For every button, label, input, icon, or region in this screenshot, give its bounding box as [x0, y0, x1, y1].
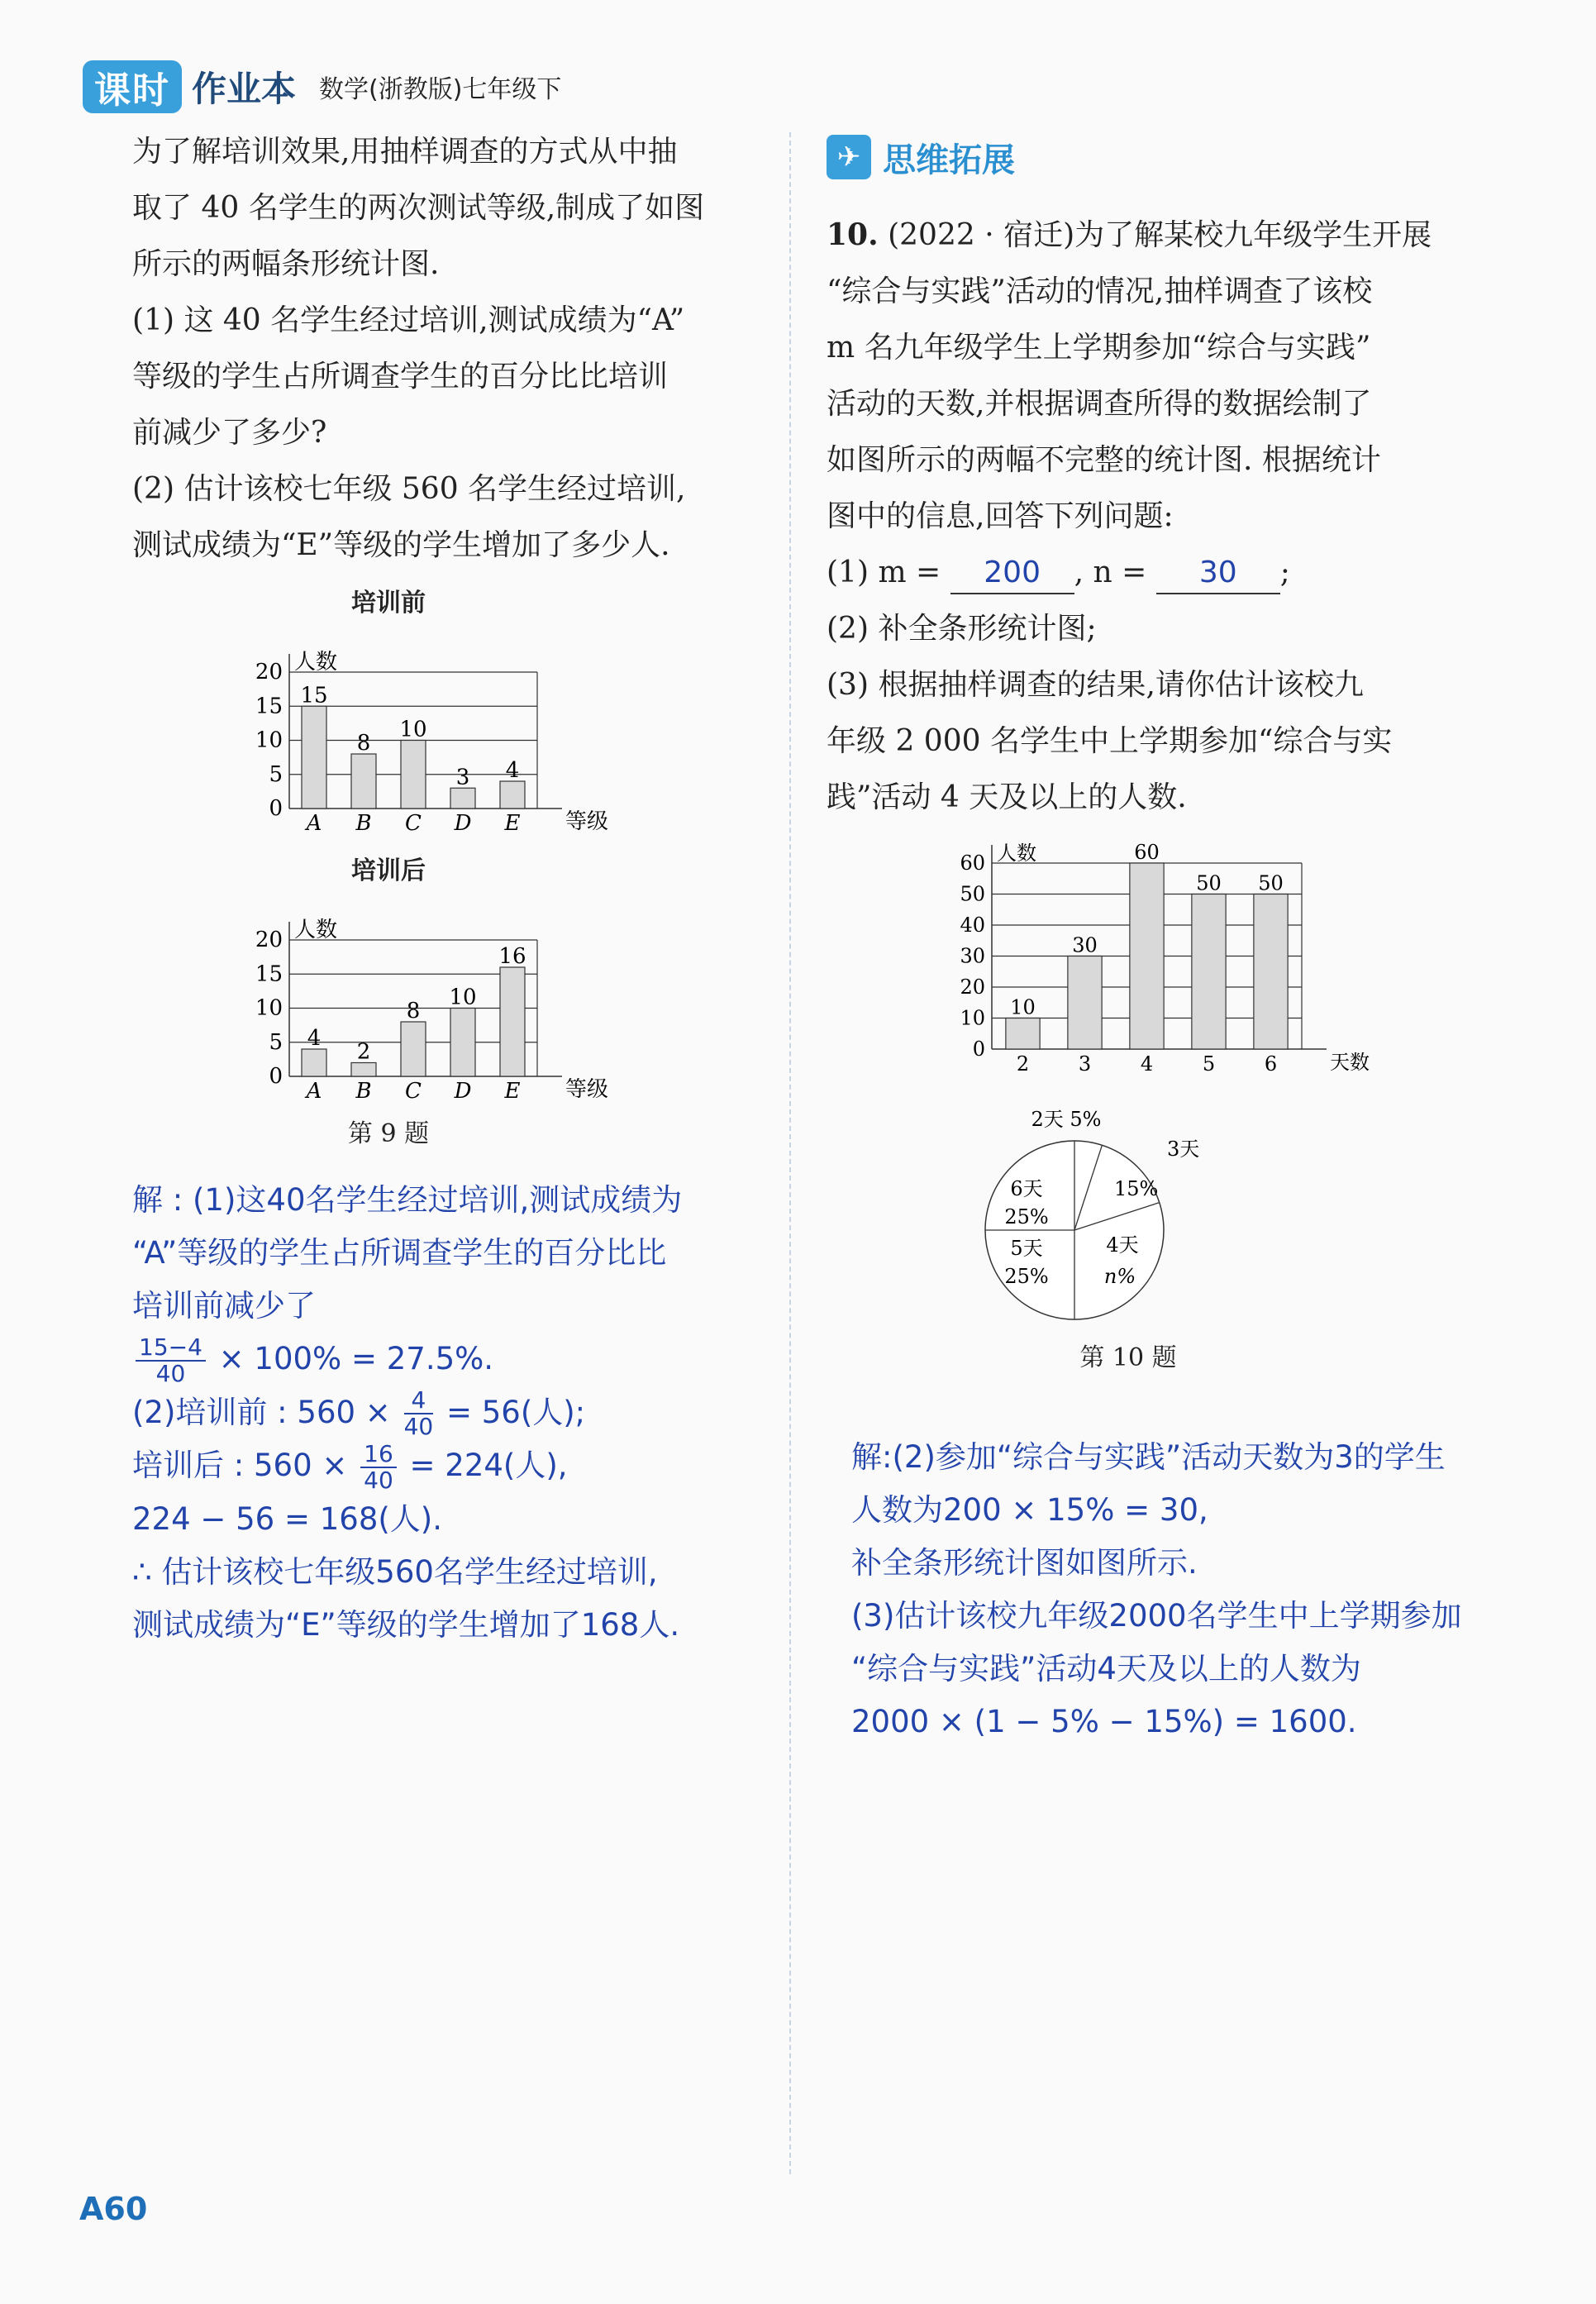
y-tick-label: 40 — [960, 913, 985, 937]
q10-line-6: 图中的信息,回答下列问题: — [827, 499, 1174, 533]
right-column — [827, 132, 1504, 1748]
q9-intro-3: 所示的两幅条形统计图. — [132, 247, 440, 281]
question-number: 10. — [827, 217, 879, 252]
data-label: 4 — [307, 1026, 322, 1051]
data-label: 50 — [1258, 871, 1284, 895]
y-tick-label: 0 — [269, 1064, 283, 1089]
figure-caption-10: 第 10 题 — [1079, 1343, 1177, 1372]
bar — [500, 781, 525, 809]
bar — [1006, 1018, 1040, 1050]
sol9-line-4: $\frac{15-4}{40}$ × 100% = 27.5%. — [132, 1333, 760, 1386]
bar — [302, 706, 326, 809]
slice-value-3-days: 15% — [1114, 1177, 1159, 1200]
sol10-line-3: 补全条形统计图如图所示. — [851, 1545, 1198, 1581]
q10-line-3: m 名九年级学生上学期参加“综合与实践” — [827, 331, 1371, 365]
bar — [351, 754, 376, 809]
q10-part3-2: 年级 2 000 名学生中上学期参加“综合与实 — [827, 724, 1393, 758]
y-tick-label: 10 — [255, 995, 283, 1021]
data-label: 10 — [1010, 995, 1036, 1019]
bar — [1130, 863, 1164, 1049]
q9-part1-2: 等级的学生占所调查学生的百分比比培训 — [132, 360, 669, 394]
x-axis-label: 等级 — [565, 809, 609, 834]
sol9-line-6: 培训后 : 560 × $\frac{16}{40}$ = 224(人), — [132, 1439, 568, 1494]
fraction: $\frac{16}{40}$ — [360, 1442, 397, 1493]
y-tick-label: 15 — [255, 961, 283, 987]
y-tick-label: 5 — [269, 761, 283, 787]
sol10-line-4: (3)估计该校九年级2000名学生中上学期参加 — [851, 1598, 1462, 1634]
answer-blank-m: 200 — [950, 553, 1074, 594]
bar — [450, 788, 475, 809]
q10-part3-1: (3) 根据抽样调查的结果,请你估计该校九 — [827, 668, 1364, 702]
x-tick-label: 3 — [1078, 1052, 1092, 1076]
section-title: 思维拓展 — [883, 141, 1015, 179]
y-tick-label: 50 — [960, 882, 985, 906]
bar — [450, 1009, 475, 1077]
q10-part1: (1) m = 200 , n = 30 ; — [827, 545, 1504, 601]
q9-figure — [240, 582, 760, 1149]
x-tick-label: B — [355, 1079, 372, 1104]
sol10-line-5: “综合与实践”活动4天及以上的人数为 — [851, 1651, 1361, 1686]
column-divider — [789, 132, 791, 2174]
data-label: 60 — [1134, 842, 1160, 864]
data-label: 30 — [1072, 933, 1098, 957]
bar — [1254, 894, 1288, 1050]
y-tick-label: 60 — [960, 851, 985, 875]
data-label: 15 — [300, 683, 328, 708]
x-axis-label: 等级 — [565, 1077, 609, 1102]
q10-part2: (2) 补全条形统计图; — [827, 612, 1097, 646]
x-tick-label: E — [504, 1079, 521, 1104]
sol9-line-3: 培训前减少了 — [132, 1288, 316, 1324]
x-tick-label: D — [454, 1079, 472, 1104]
data-label: 3 — [455, 765, 470, 790]
y-tick-label: 20 — [255, 660, 283, 685]
slice-value-4-days: n% — [1103, 1265, 1136, 1288]
data-label: 16 — [498, 944, 526, 969]
bar-chart-days — [942, 842, 1405, 1090]
x-tick-label: A — [306, 811, 322, 836]
x-tick-label: 2 — [1016, 1052, 1030, 1076]
sol9-line-8: ∴ 估计该校七年级560名学生经过培训, — [132, 1553, 658, 1590]
q9-part2-1: (2) 估计该校七年级 560 名学生经过培训, — [132, 472, 686, 506]
fraction: $\frac{15-4}{40}$ — [136, 1335, 206, 1386]
sol10-line-2: 人数为200 × 15% = 30, — [851, 1492, 1208, 1528]
x-tick-label: C — [405, 811, 422, 836]
sol10-line-1: 解:(2)参加“综合与实践”活动天数为3的学生 — [851, 1439, 1446, 1475]
slice-label-6-days: 6天 — [1010, 1177, 1043, 1200]
x-tick-label: B — [355, 811, 372, 836]
data-label: 8 — [406, 999, 421, 1023]
y-tick-label: 20 — [255, 928, 283, 952]
paper-plane-icon: ✈ — [827, 135, 871, 179]
y-axis-label: 人数 — [294, 918, 338, 942]
bar-chart-before-training — [240, 618, 620, 842]
subject-title: 数学(浙教版)七年级下 — [319, 75, 562, 104]
x-tick-label: D — [454, 811, 472, 836]
page-header — [83, 58, 561, 116]
q10-line-1: 10. (2022 · 宿迁)为了解某校九年级学生开展 — [827, 217, 1432, 252]
bar-chart-after-training — [240, 886, 620, 1109]
q10-figure — [942, 842, 1504, 1373]
bar — [1192, 894, 1226, 1050]
sol9-line-2: “A”等级的学生占所调查学生的百分比比 — [132, 1235, 667, 1271]
y-tick-label: 15 — [255, 694, 283, 719]
x-tick-label: E — [504, 811, 521, 836]
bar — [1068, 956, 1102, 1050]
y-tick-label: 5 — [269, 1029, 283, 1055]
brand-logo: 课时 — [83, 60, 182, 113]
sol9-line-9: 测试成绩为“E”等级的学生增加了168人. — [132, 1606, 680, 1643]
chart-title-after: 培训后 — [351, 856, 426, 885]
x-tick-label: 4 — [1140, 1052, 1154, 1076]
section-header — [827, 132, 1504, 182]
bar — [500, 967, 525, 1076]
y-tick-label: 20 — [960, 976, 985, 999]
x-tick-label: 5 — [1202, 1052, 1216, 1076]
data-label: 2 — [356, 1039, 371, 1065]
q10-solution — [851, 1431, 1504, 1748]
figure-caption-9: 第 9 题 — [347, 1119, 430, 1148]
q10-line-4: 活动的天数,并根据调查所得的数据绘制了 — [827, 387, 1372, 421]
chart-title-before: 培训前 — [351, 589, 426, 618]
bar — [302, 1049, 326, 1076]
q9-intro-2: 取了 40 名学生的两次测试等级,制成了如图 — [132, 191, 705, 225]
q9-solution — [132, 1174, 760, 1652]
x-axis-label: 天数 — [1330, 1051, 1370, 1074]
x-tick-label: A — [306, 1079, 322, 1104]
q10-line-2: “综合与实践”活动的情况,抽样调查了该校 — [827, 274, 1373, 308]
sol9-line-1: 解 : (1)这40名学生经过培训,测试成绩为 — [132, 1182, 683, 1218]
left-column — [132, 124, 760, 1652]
q9-part1-1: (1) 这 40 名学生经过培训,测试成绩为“A” — [132, 303, 685, 337]
slice-value-5-days: 25% — [1004, 1265, 1049, 1288]
y-axis-label: 人数 — [294, 650, 338, 675]
q9-part1-3: 前减少了多少? — [132, 416, 327, 450]
y-tick-label: 30 — [960, 944, 985, 968]
q10-part3-3: 践”活动 4 天及以上的人数. — [827, 780, 1187, 814]
answer-blank-n: 30 — [1156, 553, 1280, 594]
sol9-line-7: 224 − 56 = 168(人). — [132, 1500, 443, 1537]
brand-name: 作业本 — [192, 69, 297, 109]
data-label: 10 — [449, 985, 477, 1010]
bar — [351, 1063, 376, 1077]
fraction: $\frac{4}{40}$ — [403, 1386, 434, 1440]
page-number: A60 — [79, 2191, 148, 2227]
y-tick-label: 10 — [960, 1006, 985, 1030]
slice-label-4-days: 4天 — [1106, 1233, 1139, 1257]
y-tick-label: 0 — [269, 796, 283, 821]
y-axis-label: 人数 — [997, 842, 1036, 865]
slice-label-5-days: 5天 — [1010, 1237, 1043, 1260]
bar — [401, 1022, 426, 1076]
sol10-line-6: 2000 × (1 − 5% − 15%) = 1600. — [851, 1704, 1357, 1739]
data-label: 10 — [399, 717, 427, 742]
slice-label-3-days: 3天 — [1167, 1138, 1200, 1161]
data-label: 4 — [505, 758, 520, 783]
slice-value-6-days: 25% — [1004, 1205, 1049, 1228]
slice-label-2-days: 2天 5% — [1031, 1108, 1102, 1131]
q10-line-5: 如图所示的两幅不完整的统计图. 根据统计 — [827, 443, 1381, 477]
pie-chart-days — [942, 1094, 1405, 1333]
sol9-line-5: (2)培训前 : 560 × $\frac{4}{40}$ = 56(人); — [132, 1386, 586, 1440]
data-label: 50 — [1196, 871, 1222, 895]
data-label: 8 — [356, 731, 371, 756]
y-tick-label: 10 — [255, 727, 283, 753]
q9-intro-1: 为了解培训效果,用抽样调查的方式从中抽 — [132, 135, 678, 169]
y-tick-label: 0 — [972, 1038, 985, 1061]
x-tick-label: 6 — [1264, 1052, 1278, 1076]
bar — [401, 741, 426, 809]
q9-part2-2: 测试成绩为“E”等级的学生增加了多少人. — [132, 528, 670, 562]
x-tick-label: C — [405, 1079, 422, 1104]
